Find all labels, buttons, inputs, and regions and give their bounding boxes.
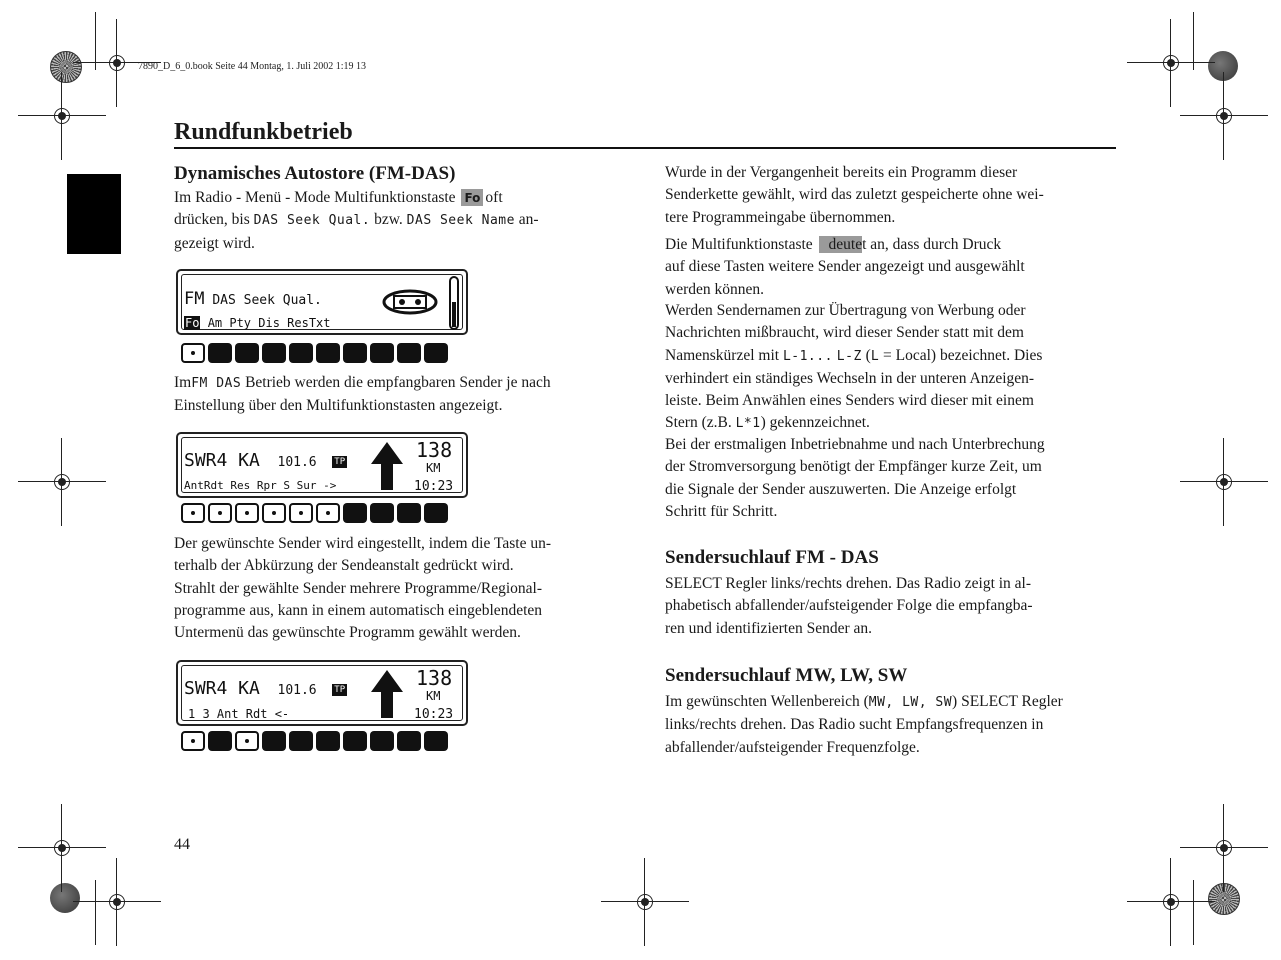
softkey-button[interactable]: [370, 343, 394, 363]
text-line: SELECT Regler links/rechts drehen. Das Radio zeigt in al-: [665, 575, 1032, 592]
softkey-button[interactable]: [262, 503, 286, 523]
softkey-button[interactable]: [235, 503, 259, 523]
paragraph-station-select: [174, 533, 624, 644]
text: Stern (z.B.: [665, 414, 732, 432]
lcd3-line1: [184, 678, 347, 699]
text: = Local) bezeichnet. Dies: [883, 346, 1043, 364]
softkey-button[interactable]: [289, 343, 313, 363]
text-line: links/rechts drehen. Das Radio sucht Empfangsfrequenzen in: [665, 716, 1044, 734]
paragraph-autostore: [174, 187, 624, 255]
registration-mark: [97, 43, 137, 83]
softkey-button[interactable]: [343, 731, 367, 751]
paragraph-first-start: [665, 434, 1115, 523]
text-line: tere Programmeingabe übernommen.: [665, 208, 896, 226]
softkey-button[interactable]: [370, 731, 394, 751]
text: ) SELECT Regler: [952, 693, 1063, 710]
text-line: Nachrichten mißbraucht, wird dieser Sender statt mit dem: [665, 324, 1024, 342]
text-line: terhalb der Abkürzung der Sendeanstalt gedrückt wird.: [174, 557, 514, 575]
text-line: der Stromversorgung benötigt der Empfänger kurze Zeit, um: [665, 458, 1042, 476]
softkey-button[interactable]: [289, 731, 313, 751]
registration-mark: [1151, 43, 1191, 83]
lcd2-line2: AntRdt Res Rpr S Sur ->: [184, 479, 337, 492]
text: an-: [518, 211, 539, 229]
color-dial-top-left: [50, 51, 82, 83]
softkey-button[interactable]: [424, 731, 448, 751]
softkey-button[interactable]: [397, 731, 421, 751]
registration-mark: [42, 828, 82, 868]
softkey-button[interactable]: [397, 343, 421, 363]
lcd-band: FM: [184, 289, 205, 309]
lcd2-distance: 138: [416, 438, 453, 462]
lcd3-unit: KM: [426, 689, 441, 703]
softkey-row-3: [181, 731, 448, 751]
softkey-button[interactable]: [289, 503, 313, 523]
text-line: Der gewünschte Sender wird eingestellt, indem die Taste un-: [174, 535, 551, 552]
book-header-line: 7890_D_6_0.book Seite 44 Montag, 1. Juli 2002 1:19 13: [138, 61, 367, 72]
lcd1-line2: [184, 316, 331, 330]
text-line: abfallender/aufsteigender Frequenzfolge.: [665, 738, 920, 756]
softkey-button[interactable]: [235, 343, 259, 363]
registration-mark: [97, 882, 137, 922]
registration-mark: [1204, 96, 1244, 136]
crop-line: [1193, 12, 1194, 70]
text-line: verhindert ein ständiges Wechseln in der unteren Anzeigen-: [665, 369, 1035, 387]
text-line: ren und identifizierten Sender an.: [665, 619, 873, 637]
text: ) gekennzeichnet.: [760, 414, 870, 432]
display-text: L*1: [735, 416, 761, 432]
softkey-button[interactable]: [424, 503, 448, 523]
text: Betrieb werden die empfangbaren Sender je nach: [245, 374, 551, 391]
registration-mark: [42, 96, 82, 136]
softkey-button[interactable]: [181, 731, 205, 751]
key-label: Fo: [461, 189, 483, 206]
softkey-button[interactable]: [316, 731, 340, 751]
section-title-search-mw-lw-sw: Sendersuchlauf MW, LW, SW: [665, 665, 908, 686]
section-title-search-fm-das: Sendersuchlauf FM - DAS: [665, 547, 879, 568]
paragraph-search-mw-lw-sw: [665, 691, 1115, 759]
softkey-button[interactable]: [343, 343, 367, 363]
crop-line: [1193, 880, 1194, 945]
display-text: L-1...: [782, 348, 833, 364]
text: Im gewünschten Wellenbereich (: [665, 693, 869, 710]
text: drücken, bis: [174, 211, 250, 229]
text: Namenskürzel mit: [665, 346, 780, 364]
text: Einstellung über den Multifunktionstasten angezeigt.: [174, 397, 503, 415]
crop-line: [95, 880, 96, 945]
key-label: deute: [819, 236, 863, 253]
softkey-button[interactable]: [208, 503, 232, 523]
display-text: L: [870, 348, 880, 364]
lcd3-time: 10:23: [414, 707, 454, 722]
lcd2-unit: KM: [426, 461, 441, 475]
text-line: Untermenü das gewünschte Programm gewählt werden.: [174, 624, 521, 642]
text-line: leiste. Beim Anwählen eines Senders wird dieser mit einem: [665, 392, 1034, 410]
text: oft: [485, 189, 503, 206]
text: (: [865, 346, 871, 364]
softkey-row-2: [181, 503, 448, 523]
lcd3-distance: 138: [416, 666, 453, 690]
display-text: MW, LW, SW: [868, 695, 953, 710]
registration-mark: [1151, 882, 1191, 922]
lcd1-line1: [184, 289, 322, 309]
paragraph-previous-program: [665, 162, 1115, 229]
text-line: Wurde in der Vergangenheit bereits ein Programm dieser: [665, 164, 1018, 181]
title-rule: [174, 147, 1116, 149]
text-line: programme aus, kann in einem automatisch eingeblendeten: [174, 601, 543, 619]
softkey-button[interactable]: [370, 503, 394, 523]
text: bzw.: [374, 211, 403, 229]
paragraph-station-names: [665, 300, 1115, 436]
registration-mark: [1204, 462, 1244, 502]
registration-mark: [625, 882, 665, 922]
lcd-frequency: 101.6: [277, 683, 317, 698]
text-line: Strahlt der gewählte Sender mehrere Programme/Regional-: [174, 579, 542, 597]
softkey-button[interactable]: [316, 343, 340, 363]
color-dial-bottom-left: [50, 883, 80, 913]
lcd2-line1: [184, 450, 347, 471]
lcd3-line2: 1 3 Ant Rdt <-: [188, 707, 290, 721]
text: Im Radio - Menü - Mode Multifunktionstaste: [174, 189, 456, 206]
display-text: DAS Seek Name: [406, 213, 515, 229]
softkey-button[interactable]: [316, 503, 340, 523]
lcd-inverse-label: Fo: [185, 316, 200, 330]
section-title-fm-das: Dynamisches Autostore (FM-DAS): [174, 163, 456, 184]
softkey-button[interactable]: [235, 731, 259, 751]
text-line: auf diese Tasten weitere Sender angezeigt und ausgewählt: [665, 258, 1025, 276]
softkey-button[interactable]: [208, 731, 232, 751]
softkey-button[interactable]: [424, 343, 448, 363]
tp-indicator: TP: [334, 684, 346, 695]
paragraph-search-fm-das: [665, 573, 1115, 640]
display-text: FM DAS: [191, 376, 242, 391]
cassette-icon: [382, 289, 438, 315]
color-dial-bottom-right: [1208, 883, 1240, 915]
lcd-frequency: 101.6: [277, 455, 317, 470]
paragraph-multifunction-key: [665, 234, 1115, 301]
tp-indicator: TP: [334, 456, 346, 467]
lcd-mode: DAS Seek Qual.: [212, 293, 322, 308]
crop-line: [95, 12, 96, 70]
text-line: die Signale der Sender auszuwerten. Die Anzeige erfolgt: [665, 480, 1017, 498]
signal-strength-icon: [448, 276, 460, 330]
softkey-button[interactable]: [397, 503, 421, 523]
lcd-menu-line: Am Pty Dis ResTxt: [207, 316, 331, 330]
page-title: Rundfunkbetrieb: [174, 119, 353, 145]
text-line: Senderkette gewählt, wird das zuletzt gespeicherte ohne wei-: [665, 186, 1044, 204]
lcd-display-3: [176, 660, 468, 726]
display-text: L-Z: [836, 348, 862, 364]
display-text: DAS Seek Qual.: [253, 213, 371, 229]
registration-mark: [42, 462, 82, 502]
text-line: werden können.: [665, 280, 764, 298]
lcd-station: SWR4 KA: [184, 450, 260, 471]
lcd-display-2: [176, 432, 468, 498]
text-line: Bei der erstmaligen Inbetriebnahme und nach Unterbrechung: [665, 436, 1045, 453]
paragraph-fm-das-operation: [174, 372, 624, 418]
page-number: 44: [174, 836, 190, 853]
softkey-button[interactable]: [262, 343, 286, 363]
softkey-button[interactable]: [208, 343, 232, 363]
softkey-button[interactable]: [181, 503, 205, 523]
text: Im: [174, 374, 192, 391]
text: t an, dass durch Druck: [862, 236, 1002, 253]
softkey-row-1: [181, 343, 448, 363]
text-line: phabetisch abfallender/aufsteigender Folge die empfangba-: [665, 597, 1033, 615]
text-line: Schritt für Schritt.: [665, 502, 778, 520]
chapter-tab-marker: [67, 174, 121, 254]
lcd2-time: 10:23: [414, 479, 454, 494]
softkey-button[interactable]: [181, 343, 205, 363]
arrow-up-icon: [370, 440, 404, 492]
softkey-button[interactable]: [343, 503, 367, 523]
lcd-station: SWR4 KA: [184, 678, 260, 699]
registration-mark: [1204, 828, 1244, 868]
text: Die Multifunktionstaste: [665, 236, 813, 253]
text: gezeigt wird.: [174, 234, 255, 252]
arrow-up-icon: [370, 668, 404, 720]
text-line: Werden Sendernamen zur Übertragung von Werbung oder: [665, 302, 1026, 319]
lcd-display-1: [176, 269, 468, 335]
softkey-button[interactable]: [262, 731, 286, 751]
